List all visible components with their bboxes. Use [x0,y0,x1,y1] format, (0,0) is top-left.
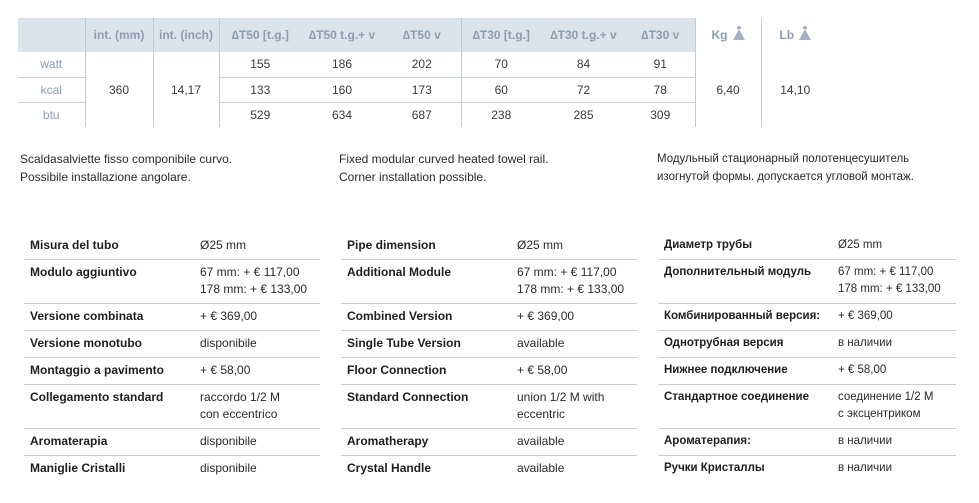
header-int-mm: int. (mm) [85,18,153,52]
spec-label: Misura del tubo [24,233,196,260]
header-lb [761,18,829,52]
spec-label: Стандартное соединение [658,385,834,429]
spec-value-line: Ø25 mm [200,238,247,252]
spec-value [834,429,956,456]
spec-label: Нижнее подключение [658,358,834,385]
description-line: Possibile installazione angolare. [20,170,191,184]
spec-label: Ароматерапия: [658,429,834,456]
spec-label: Комбинированный версия: [658,304,834,331]
spec-value-line: disponibile [200,461,257,475]
spec-value [513,358,637,385]
spec-value-line: disponibile [200,434,257,448]
description-line: изогнутой формы. допускается угловой монтаж. [657,171,914,183]
performance-table [18,18,829,127]
table-row [341,233,637,260]
spec-value [196,331,320,358]
table-row [24,331,320,358]
spec-label: Aromaterapia [24,429,196,456]
spec-value-line: + € 58,00 [838,364,887,376]
table-cell: 202 [383,52,461,77]
header-corner [18,18,85,52]
table-cell: 160 [301,77,383,102]
spec-label: Collegamento standard [24,385,196,429]
spec-value-line: 178 mm: + € 133,00 [838,283,941,295]
spec-value-line: 178 mm: + € 133,00 [200,282,308,296]
spec-value [196,304,320,331]
spec-label: Диаметр трубы [658,233,834,260]
description-line: Corner installation possible. [339,170,487,184]
table-row [24,260,320,304]
table-row [24,358,320,385]
spec-value-line: с эксцентриком [838,408,921,420]
spec-value-line: + € 369,00 [838,310,893,322]
spec-label: Versione combinata [24,304,196,331]
table-cell: 70 [461,52,541,77]
table-row [341,304,637,331]
description-english [339,150,548,186]
spec-label: Additional Module [341,260,513,304]
spec-value [834,304,956,331]
spec-value [513,331,637,358]
spec-value-line: raccordo 1/2 M [200,390,281,404]
description-line: Модульный стационарный полотенцесушитель [657,153,910,165]
table-cell: 634 [331,107,353,122]
description-italian [20,150,232,186]
table-row [24,429,320,456]
spec-value [834,331,956,358]
header-lb-label: Lb [779,28,795,42]
spec-label: Дополнительный модуль [658,260,834,304]
unit-label: btu [42,107,60,122]
spec-value-line: con eccentrico [200,407,278,421]
table-row [658,331,956,358]
table-cell: 78 [626,77,695,102]
table-row [341,331,637,358]
table-row [658,358,956,385]
spec-value [834,456,956,483]
header-dt50-v: ∆T50 v [383,18,461,52]
spec-value-line: в наличии [838,435,893,447]
spec-value [834,385,956,429]
spec-label: Combined Version [341,304,513,331]
spec-value [196,385,320,429]
table-row [18,52,829,77]
table-row [24,233,320,260]
header-dt30-tg: ∆T30 [t.g.] [461,18,541,52]
spec-value-line: соединение 1/2 М [838,391,934,403]
spec-value [834,358,956,385]
spec-value-line: + € 58,00 [517,363,568,377]
spec-value-line: 178 mm: + € 133,00 [517,282,625,296]
description-line: Fixed modular curved heated towel rail. [339,152,549,166]
spec-value-line: + € 369,00 [517,309,575,323]
spec-value [196,260,320,304]
spec-label: Aromatherapy [341,429,513,456]
weight-icon [799,29,811,40]
spec-label: Montaggio a pavimento [24,358,196,385]
description-line: Scaldasalviette fisso componibile curvo. [20,152,233,166]
spec-value-line: 67 mm: + € 117,00 [517,265,617,279]
spec-value-line: available [517,461,565,475]
spec-value-line: union 1/2 M with [517,390,605,404]
spec-value [513,456,637,483]
table-row [24,385,320,429]
header-int-inch: int. (inch) [153,18,219,52]
header-dt50-tgv: ∆T50 t.g.+ v [301,18,383,52]
spec-value [834,233,956,260]
spec-label: Однотрубная версия [658,331,834,358]
table-row [341,385,637,429]
spec-value [196,358,320,385]
spec-table-russian [658,233,956,482]
spec-value [834,260,956,304]
kg-value: 6,40 [695,52,761,127]
spec-value [513,260,637,304]
table-cell: 238 [461,102,541,127]
table-cell: 72 [541,77,626,102]
spec-label: Modulo aggiuntivo [24,260,196,304]
spec-label: Versione monotubo [24,331,196,358]
spec-label: Pipe dimension [341,233,513,260]
spec-value-line: eccentric [517,407,566,421]
table-row [658,304,956,331]
header-kg-label: Kg [711,28,728,42]
table-row [658,233,956,260]
table-row [658,429,956,456]
spec-value [196,429,320,456]
table-row [24,304,320,331]
spec-value-line: в наличии [838,337,893,349]
table-row [341,429,637,456]
lb-value: 14,10 [761,52,829,127]
spec-value-line: в наличии [838,462,893,474]
table-cell: 173 [383,77,461,102]
table-row [24,456,320,483]
spec-value [513,385,637,429]
table-row [658,456,956,483]
spec-value-line: disponibile [200,336,257,350]
spec-value-line: available [517,336,565,350]
spec-label: Single Tube Version [341,331,513,358]
spec-table-english [341,233,637,482]
table-cell: 84 [541,52,626,77]
table-cell: 285 [573,107,594,122]
table-cell: 60 [461,77,541,102]
header-kg [695,18,761,52]
header-dt30-v: ∆T30 v [626,18,695,52]
int-mm-value: 360 [85,52,153,127]
table-row [341,456,637,483]
performance-header-row [18,18,829,52]
table-row [341,358,637,385]
spec-value-line: 67 mm: + € 117,00 [200,265,300,279]
spec-value [196,233,320,260]
spec-label: Maniglie Cristalli [30,461,126,475]
spec-value [513,429,637,456]
table-row [658,260,956,304]
weight-icon [733,29,745,40]
spec-value-line: available [517,434,565,448]
table-cell: 155 [219,52,301,77]
spec-table-italian [24,233,320,482]
spec-label: Standard Connection [341,385,513,429]
spec-value-line: + € 58,00 [200,363,251,377]
spec-value [196,456,320,483]
spec-value-line: 67 mm: + € 117,00 [838,266,934,278]
spec-value-line: + € 369,00 [200,309,258,323]
spec-value-line: Ø25 mm [838,239,883,251]
unit-label: watt [18,52,85,77]
table-row [341,260,637,304]
header-dt50-tg: ∆T50 [t.g.] [219,18,301,52]
table-cell: 687 [411,107,432,122]
spec-label: Floor Connection [341,358,513,385]
spec-value-line: Ø25 mm [517,238,564,252]
spec-label: Crystal Handle [347,461,432,475]
table-cell: 186 [301,52,383,77]
table-cell: 91 [626,52,695,77]
table-cell: 133 [219,77,301,102]
spec-label: Ручки Кристаллы [664,462,765,474]
unit-label: kcal [18,77,85,102]
header-dt30-tgv: ∆T30 t.g.+ v [541,18,626,52]
spec-value [513,304,637,331]
table-row [658,385,956,429]
spec-value [513,233,637,260]
int-inch-value: 14,17 [153,52,219,127]
table-cell: 529 [219,102,301,127]
description-russian [657,150,914,186]
table-cell: 309 [650,107,671,122]
